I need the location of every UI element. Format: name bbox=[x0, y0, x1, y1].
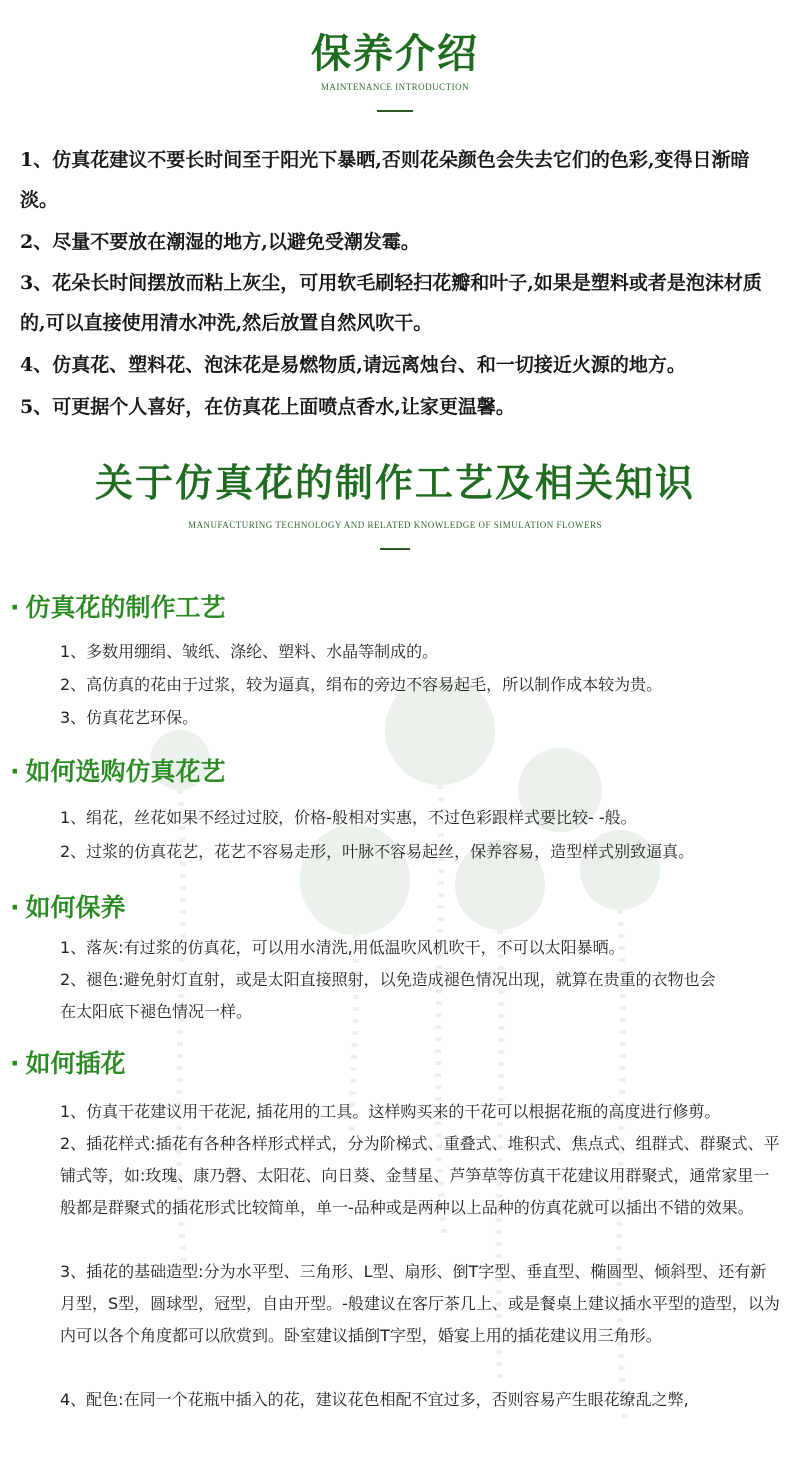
subsection-heading bbox=[10, 588, 226, 624]
bullet-dot: · bbox=[10, 593, 20, 622]
maintenance-paragraph: 3、花朵长时间摆放而粘上灰尘，可用软毛刷轻扫花瓣和叶子,如果是塑料或者是泡沫材质的,可以直接使用清水冲洗,然后放置自然风吹干。 bbox=[20, 272, 762, 334]
list-item: 3、仿真花艺环保。 bbox=[60, 708, 199, 727]
subsection-heading bbox=[10, 752, 226, 788]
subsection-heading bbox=[10, 1044, 126, 1080]
list-item: 1、绢花，丝花如果不经过过胶，价格-般相对实惠，不过色彩跟样式要比较- -般。 bbox=[60, 808, 637, 827]
title-divider bbox=[377, 110, 413, 112]
maintenance-paragraph: 2、尽量不要放在潮湿的地方,以避免受潮发霉。 bbox=[20, 231, 420, 253]
title-divider bbox=[380, 548, 410, 550]
subsection-heading-text: 仿真花的制作工艺 bbox=[25, 593, 226, 622]
bullet-dot: · bbox=[10, 757, 20, 786]
maintenance-paragraph: 4、仿真花、塑料花、泡沫花是易燃物质,请远离烛台、和一切接近火源的地方。 bbox=[20, 354, 686, 376]
list-item: 4、配色:在同一个花瓶中插入的花，建议花色相配不宜过多，否则容易产生眼花缭乱之弊, bbox=[60, 1390, 689, 1409]
list-item: 3、插花的基础造型:分为水平型、三角形、L型、扇形、倒T字型、垂直型、椭圆型、倾斜型、还有新月型，S型，圆球型，冠型，自由开型。-般建议在客厅茶几上、或是餐桌上建议插水平型的造型，以为内可以各个角度都可以欣赏到。卧室建议插倒T字型，婚宴上用的插花建议用三角形。 bbox=[60, 1262, 780, 1345]
maintenance-title: 保养介绍 bbox=[311, 31, 479, 77]
maintenance-subtitle: MAINTENANCE INTRODUCTION bbox=[320, 82, 470, 92]
maintenance-paragraph: 5、可更据个人喜好，在仿真花上面喷点香水,让家更温馨。 bbox=[20, 396, 515, 418]
list-item: 2、插花样式:插花有各种各样形式样式，分为阶梯式、重叠式、堆积式、焦点式、组群式、群聚式、平铺式等，如:玫瑰、康乃磬、太阳花、向日葵、金彗星、芦笋草等仿真干花建议用群聚式，通常家里一般都是群聚式的插花形式比较简单，单一-品种或是两种以上品种的仿真花就可以插出不错的效果。 bbox=[60, 1134, 780, 1217]
list-item: 2、过浆的仿真花艺，花艺不容易走形，叶脉不容易起丝，保养容易，造型样式别致逼真。 bbox=[60, 842, 695, 861]
maintenance-paragraph: 1、仿真花建议不要长时间至于阳光下暴晒,否则花朵颜色会失去它们的色彩,变得日渐暗淡。 bbox=[20, 149, 750, 211]
list-item: 1、落灰:有过浆的仿真花，可以用水清洗,用低温吹风机吹干，不可以太阳暴晒。 bbox=[60, 938, 625, 957]
subsection-heading-text: 如何选购仿真花艺 bbox=[25, 757, 226, 786]
bullet-dot: · bbox=[10, 1049, 20, 1078]
manufacturing-title: 关于仿真花的制作工艺及相关知识 bbox=[94, 461, 695, 505]
subsection-heading bbox=[10, 888, 126, 924]
manufacturing-subtitle: MANUFACTURING TECHNOLOGY AND RELATED KNOWLEDGE OF SIMULATION FLOWERS bbox=[187, 520, 603, 530]
list-item: 2、高仿真的花由于过浆，较为逼真，绢布的旁边不容易起毛，所以制作成本较为贵。 bbox=[60, 675, 663, 694]
subsection-heading-text: 如何保养 bbox=[25, 893, 126, 922]
list-item: 2、褪色:避免射灯直射，或是太阳直接照射，以免造成褪色情况出现，就算在贵重的衣物也会在太阳底下褪色情况一样。 bbox=[60, 970, 716, 1021]
list-item: 1、仿真干花建议用干花泥, 插花用的工具。这样购买来的干花可以根据花瓶的高度进行修剪。 bbox=[60, 1102, 721, 1121]
subsection-heading-text: 如何插花 bbox=[25, 1049, 126, 1078]
bullet-dot: · bbox=[10, 893, 20, 922]
list-item: 1、多数用绷绢、皱纸、涤纶、塑料、水晶等制成的。 bbox=[60, 642, 439, 661]
